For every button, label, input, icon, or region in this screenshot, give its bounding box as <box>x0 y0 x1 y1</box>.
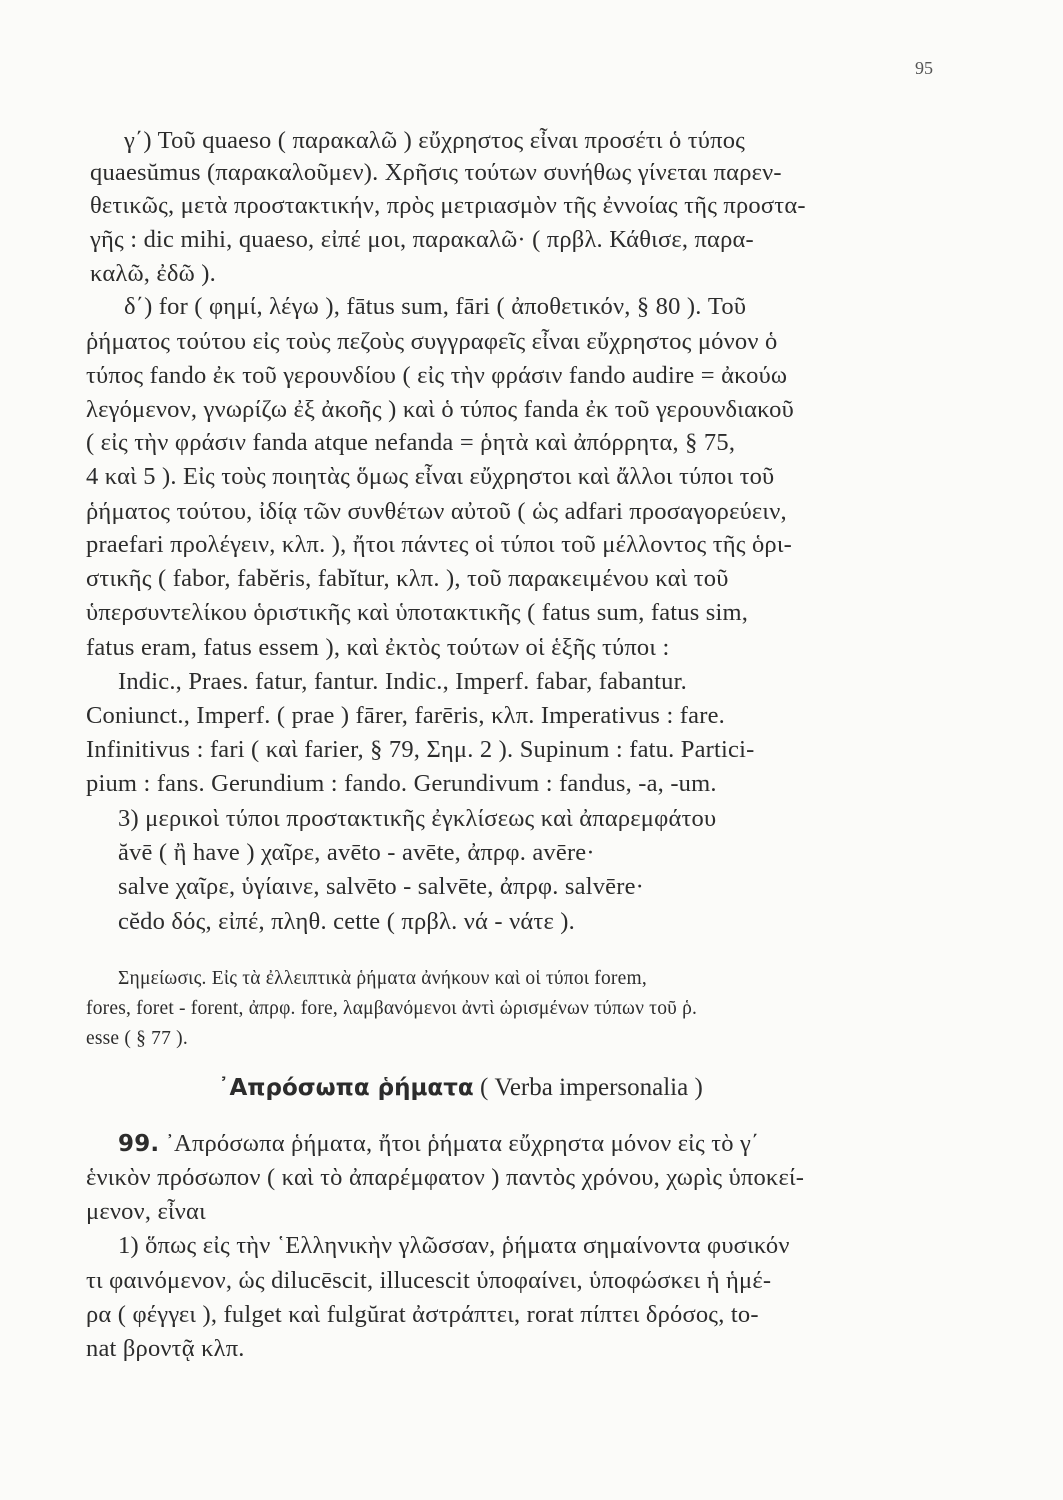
section-heading <box>218 1074 703 1102</box>
text-line: ăvē ( ἢ have ) χαῖρε, avēto - avēte, ἀπρφ. avēre· <box>118 839 595 866</box>
note-line: esse ( § 77 ). <box>86 1028 188 1049</box>
section-line: ἑνικὸν πρόσωπον ( καὶ τὸ ἀπαρέμφατον ) παντὸς χρόνου, χωρὶς ὑποκεί- <box>86 1164 805 1191</box>
section-first-line <box>118 1129 759 1159</box>
section-line: ᾿Απρόσωπα ῥήματα, ἤτοι ῥήματα εὔχρηστα μόνον εἰς τὸ γ΄ <box>165 1130 760 1157</box>
text-line: γῆς : dic mihi, quaeso, εἰπέ μοι, παρακαλῶ· ( πρβλ. Κάθισε, παρα- <box>90 226 754 253</box>
section-number: 99. <box>118 1131 160 1157</box>
text-line: Infinitivus : fari ( καὶ farier, § 79, Σημ. 2 ). Supinum : fatu. Partici- <box>86 736 755 763</box>
text-line: quaesŭmus (παρακαλοῦμεν). Χρῆσις τούτων συνήθως γίνεται παρεν- <box>90 159 782 186</box>
text-line: praefari προλέγειν, κλπ. ), ἤτοι πάντες οἱ τύποι τοῦ μέλλοντος τῆς ὁρι- <box>86 531 793 558</box>
heading-latin: ( Verba impersonalia ) <box>479 1074 703 1101</box>
text-line: fatus eram, fatus essem ), καὶ ἐκτὸς τούτων οἱ ἑξῆς τύποι : <box>86 634 670 661</box>
note-line: fores, foret - forent, ἀπρφ. fore, λαμβανόμενοι ἀντὶ ὡρισμένων τύπων τοῦ ῥ. <box>86 998 698 1019</box>
text-line: καλῶ, ἐδῶ ). <box>90 260 216 287</box>
text-line: Indic., Praes. fatur, fantur. Indic., Imperf. fabar, fabantur. <box>118 668 687 695</box>
text-line: ὑπερσυντελίκου ὁριστικῆς καὶ ὑποτακτικῆς ( fatus sum, fatus sim, <box>86 599 749 626</box>
section-line: τι φαινόμενον, ὡς dilucēscit, illucescit ὑποφαίνει, ὑποφώσκει ἡ ἡμέ- <box>86 1267 772 1294</box>
section-line: μενον, εἶναι <box>86 1198 206 1225</box>
text-line: 3) μερικοὶ τύποι προστακτικῆς ἐγκλίσεως καὶ ἀπαρεμφάτου <box>118 805 717 832</box>
text-line: στικῆς ( fabor, fabĕris, fabĭtur, κλπ. ), τοῦ παρακειμένου καὶ τοῦ <box>86 565 729 592</box>
text-line: δ΄) for ( φημί, λέγω ), fātus sum, fāri ( ἀποθετικόν, § 80 ). Τοῦ <box>124 293 747 320</box>
text-line: γ΄) Τοῦ quaeso ( παρακαλῶ ) εὔχρηστος εἶναι προσέτι ὁ τύπος <box>124 127 746 154</box>
heading-greek: ᾿Απρόσωπα ῥήματα <box>218 1075 474 1101</box>
section-line: 1) ὅπως εἰς τὴν ῾Ελληνικὴν γλῶσσαν, ῥήματα σημαίνοντα φυσικόν <box>118 1232 790 1259</box>
text-line: salve χαῖρε, ὑγίαινε, salvēto - salvēte, ἀπρφ. salvēre· <box>118 873 645 900</box>
text-line: τύπος fando ἐκ τοῦ γερουνδίου ( εἰς τὴν φράσιν fando audire = ἀκούω <box>86 362 788 389</box>
text-line: cĕdo δός, εἰπέ, πληθ. cette ( πρβλ. νά - νάτε ). <box>118 908 575 935</box>
page-number: 95 <box>915 58 933 78</box>
text-line: ῥήματος τούτου εἰς τοὺς πεζοὺς συγγραφεῖς εἶναι εὔχρηστος μόνον ὁ <box>86 328 778 355</box>
section-line: ρα ( φέγγει ), fulget καὶ fulgŭrat ἀστράπτει, rorat πίπτει δρόσος, to- <box>86 1301 759 1328</box>
section-line: nat βροντᾷ κλπ. <box>86 1335 245 1362</box>
text-line: Coniunct., Imperf. ( prae ) fārer, farēris, κλπ. Imperativus : fare. <box>86 702 725 729</box>
text-line: 4 καὶ 5 ). Εἰς τοὺς ποιητὰς ὅμως εἶναι εὔχρηστοι καὶ ἄλλοι τύποι τοῦ <box>86 463 775 490</box>
text-line: ( εἰς τὴν φράσιν fanda atque nefanda = ῥητὰ καὶ ἀπόρρητα, § 75, <box>86 429 736 456</box>
text-line: θετικῶς, μετὰ προστακτικήν, πρὸς μετριασμὸν τῆς ἐννοίας τῆς προστα- <box>90 192 806 219</box>
text-line: pium : fans. Gerundium : fando. Gerundivum : fandus, -a, -um. <box>86 770 717 797</box>
note-line: Σημείωσις. Εἰς τὰ ἐλλειπτικὰ ῥήματα ἀνήκουν καὶ οἱ τύποι forem, <box>118 968 647 989</box>
text-line: λεγόμενον, γνωρίζω ἐξ ἀκοῆς ) καὶ ὁ τύπος fanda ἐκ τοῦ γερουνδιακοῦ <box>86 396 794 423</box>
text-line: ῥήματος τούτου, ἰδίᾳ τῶν συνθέτων αὐτοῦ ( ὡς adfari προσαγορεύειν, <box>86 498 787 525</box>
